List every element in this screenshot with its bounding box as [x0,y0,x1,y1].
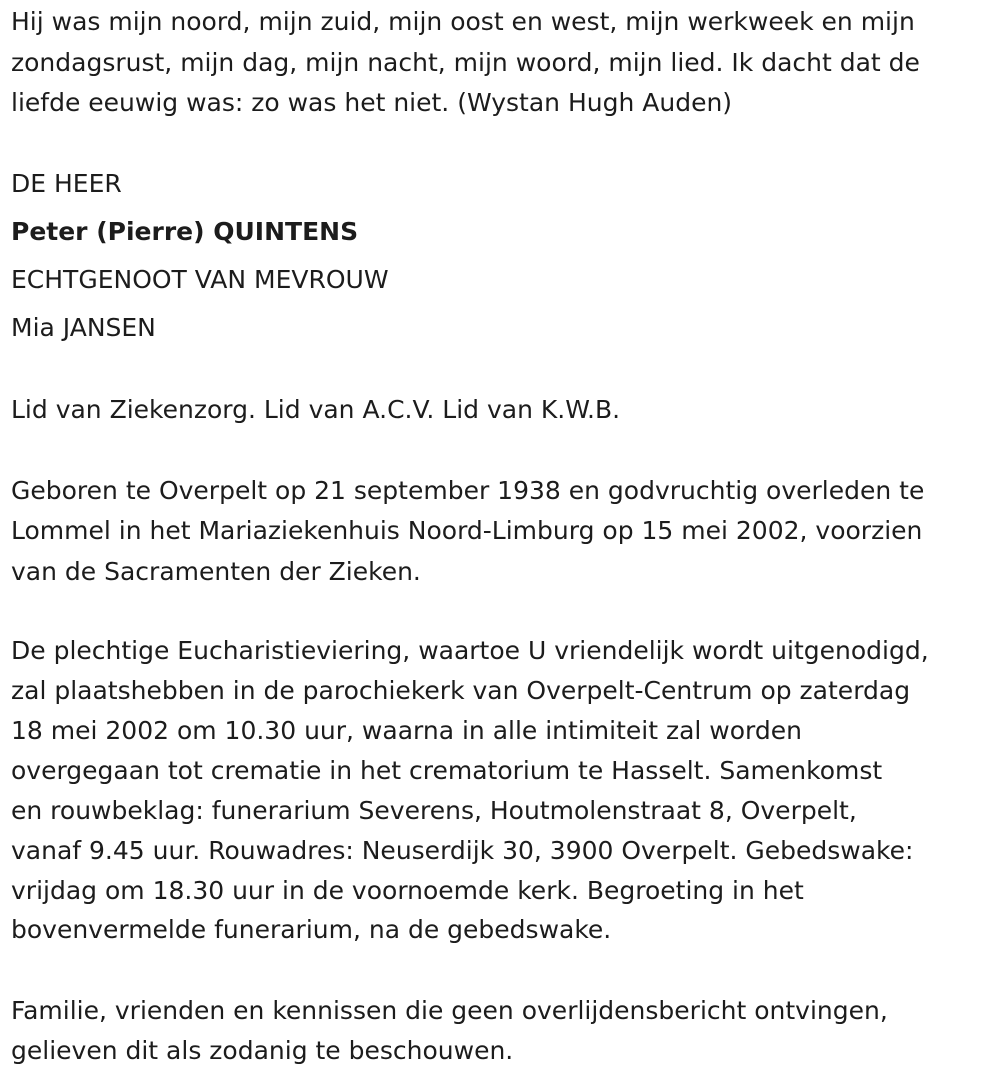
memberships: Lid van Ziekenzorg. Lid van A.C.V. Lid van K.W.B. [11,395,621,424]
ceremony-line: De plechtige Eucharistieviering, waartoe U vriendelijk wordt uitgenodigd, [11,636,929,665]
birth-death-line: Lommel in het Mariaziekenhuis Noord-Limburg op 15 mei 2002, voorzien [11,516,923,545]
spouse-name: Mia JANSEN [11,313,156,342]
ceremony-line: 18 mei 2002 om 10.30 uur, waarna in alle intimiteit zal worden [11,716,802,745]
honorific: DE HEER [11,169,122,198]
relation-label: ECHTGENOOT VAN MEVROUW [11,265,389,294]
deceased-name: Peter (Pierre) QUINTENS [11,217,359,246]
ceremony-line: vrijdag om 18.30 uur in de voornoemde kerk. Begroeting in het [11,876,804,905]
quote-line: Hij was mijn noord, mijn zuid, mijn oost en west, mijn werkweek en mijn [11,7,915,36]
quote-line: liefde eeuwig was: zo was het niet. (Wystan Hugh Auden) [11,88,733,117]
closing-line: Familie, vrienden en kennissen die geen overlijdensbericht ontvingen, [11,996,888,1025]
birth-death-line: van de Sacramenten der Zieken. [11,557,421,586]
ceremony-line: overgegaan tot crematie in het crematorium te Hasselt. Samenkomst [11,756,883,785]
ceremony-line: en rouwbeklag: funerarium Severens, Houtmolenstraat 8, Overpelt, [11,796,857,825]
closing-line: gelieven dit als zodanig te beschouwen. [11,1036,514,1065]
birth-death-line: Geboren te Overpelt op 21 september 1938 en godvruchtig overleden te [11,476,925,505]
ceremony-line: bovenvermelde funerarium, na de gebedswake. [11,915,612,944]
quote-line: zondagsrust, mijn dag, mijn nacht, mijn woord, mijn lied. Ik dacht dat de [11,48,920,77]
ceremony-line: zal plaatshebben in de parochiekerk van Overpelt-Centrum op zaterdag [11,676,911,705]
ceremony-line: vanaf 9.45 uur. Rouwadres: Neuserdijk 30, 3900 Overpelt. Gebedswake: [11,836,914,865]
